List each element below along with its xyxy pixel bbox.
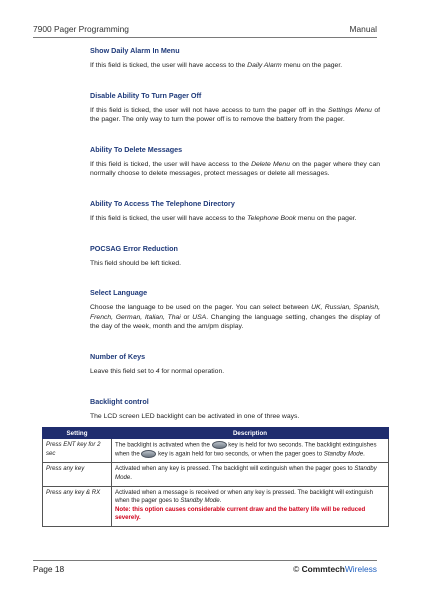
footer-divider bbox=[33, 560, 377, 561]
section-text: Choose the language to be used on the pager. You can select between UK, Russian, Spanish, French, German, Italian, Thai or USA. Changing the language setting, changes the display of the day of the week, month and the am/pm display. bbox=[90, 304, 380, 331]
ent-key-icon bbox=[141, 450, 156, 458]
ent-key-icon bbox=[212, 441, 227, 449]
section-text: This field should be left ticked. bbox=[90, 259, 182, 267]
battery-warning-note: Note: this option causes considerable current draw and the battery life will be reduced severely. bbox=[115, 505, 366, 522]
section-pocsag-error-reduction bbox=[90, 244, 380, 269]
section-heading: Ability To Access The Telephone Directory bbox=[90, 198, 235, 208]
header-manual-label: Manual bbox=[349, 24, 377, 34]
table-row bbox=[43, 439, 389, 463]
table-row bbox=[43, 463, 389, 486]
backlight-settings-table bbox=[42, 427, 389, 527]
section-text: If this field is ticked, the user will not have access to turn the pager off in the Settings Menu of the pager. The only way to turn the power off is to remove the battery from the pager. bbox=[90, 106, 381, 124]
page-header bbox=[33, 24, 377, 36]
table-header-row bbox=[43, 428, 389, 439]
section-heading: Disable Ability To Turn Pager Off bbox=[90, 90, 202, 100]
page-footer bbox=[33, 564, 377, 576]
section-delete-messages bbox=[90, 145, 380, 179]
setting-cell: Press any key bbox=[43, 463, 112, 486]
header-title: 7900 Pager Programming bbox=[33, 24, 129, 34]
section-backlight-control bbox=[90, 397, 380, 422]
section-show-daily-alarm bbox=[90, 46, 380, 71]
page-number: Page 18 bbox=[33, 564, 65, 574]
section-select-language bbox=[90, 288, 380, 332]
section-text: If this field is ticked, the user will have access to the Delete Menu on the pager where they can normally choose to delete messages, protect messages or delete all messages. bbox=[90, 160, 380, 178]
section-heading: POCSAG Error Reduction bbox=[90, 243, 178, 253]
section-text: The LCD screen LED backlight can be activated in one of three ways. bbox=[90, 412, 300, 420]
description-cell: The backlight is activated when the key is held for two seconds. The backlight extinguishes when the key is again held for two seconds, or when the pager goes to Standby Mode. bbox=[112, 439, 389, 463]
brand-mark: © CommtechWireless bbox=[293, 564, 377, 574]
section-telephone-directory bbox=[90, 199, 380, 224]
section-heading: Show Daily Alarm In Menu bbox=[90, 46, 180, 55]
column-header-description: Description bbox=[112, 428, 389, 439]
section-heading: Select Language bbox=[90, 288, 148, 298]
setting-cell: Press any key & RX bbox=[43, 486, 112, 526]
section-text: If this field is ticked, the user will have access to the Daily Alarm menu on the pager. bbox=[90, 62, 343, 69]
description-cell: Activated when a message is received or when any key is pressed. The backlight will extinguish when the pager goes to Standby Mode. Note: this option causes considerable current draw and the battery life will be reduced severely. bbox=[112, 486, 389, 526]
table-row bbox=[43, 486, 389, 526]
section-text: Leave this field set to 4 for normal operation. bbox=[90, 367, 225, 375]
section-heading: Number of Keys bbox=[90, 351, 146, 361]
document-body bbox=[90, 46, 380, 441]
column-header-setting: Setting bbox=[43, 428, 112, 439]
section-disable-power-off bbox=[90, 91, 380, 125]
section-heading: Ability To Delete Messages bbox=[90, 144, 183, 154]
header-divider bbox=[33, 37, 377, 38]
setting-cell: Press ENT key for 2 sec bbox=[43, 439, 112, 463]
section-text: If this field is ticked, the user will have access to the Telephone Book menu on the pager. bbox=[90, 214, 357, 222]
section-number-of-keys bbox=[90, 352, 380, 377]
section-heading: Backlight control bbox=[90, 396, 149, 406]
description-cell: Activated when any key is pressed. The backlight will extinguish when the pager goes to Standby Mode. bbox=[112, 463, 389, 486]
